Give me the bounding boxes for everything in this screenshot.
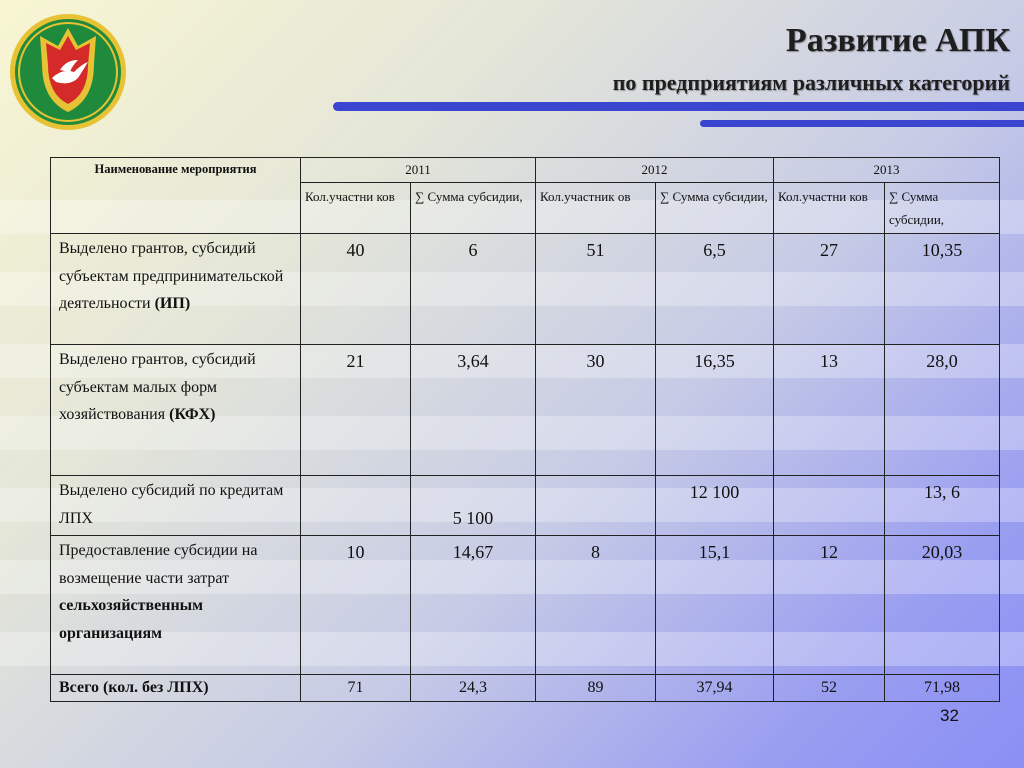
cell-count-2012: 8 [536,536,656,675]
page-subtitle: по предприятиям различных категорий [612,70,1010,95]
row-name-bold: (ИП) [154,295,191,312]
page-number: 32 [940,706,959,725]
table-row-total [51,675,1000,702]
row-name-bold: (КФХ) [169,406,216,423]
row-name-text: Выделено грантов, субсидий субъектам малых форм хозяйствования [59,351,256,423]
row-name [51,345,301,476]
cell-sum-2012: 16,35 [656,345,774,476]
row-name-text: Предоставление субсидии на возмещение части затрат [59,542,258,587]
cell-sum-2012: 6,5 [656,234,774,345]
cell-count-2013: 27 [774,234,885,345]
cell-sum-2012: 12 100 [656,476,774,536]
decor-bar-top [333,102,1024,111]
total-sum-2013: 71,98 [885,675,1000,702]
total-sum-2011: 24,3 [411,675,536,702]
total-sum-2012: 37,94 [656,675,774,702]
cell-count-2011: 21 [301,345,411,476]
row-name [51,234,301,345]
page-title: Развитие АПК [785,22,1010,59]
subheader-count-2012: Кол.участник ов [536,183,656,234]
cell-count-2013: 12 [774,536,885,675]
total-count-2013: 52 [774,675,885,702]
table-row [51,476,1000,536]
row-name [51,536,301,675]
subheader-sum-2013: ∑ Сумма субсидии, [885,183,1000,234]
cell-count-2011: 10 [301,536,411,675]
subheader-count-2013: Кол.участни ков [774,183,885,234]
cell-sum-2013: 10,35 [885,234,1000,345]
cell-count-2012: 30 [536,345,656,476]
cell-sum-2013: 20,03 [885,536,1000,675]
subheader-sum-2011: ∑ Сумма субсидии, [411,183,536,234]
column-header-name: Наименование мероприятия [51,158,301,234]
cell-sum-2011: 14,67 [411,536,536,675]
cell-count-2012: 51 [536,234,656,345]
subheader-sum-2012: ∑ Сумма субсидии, [656,183,774,234]
row-name-bold: сельхозяйственным организациям [59,597,204,642]
total-label: Всего (кол. без ЛПХ) [51,675,301,702]
cell-count-2012 [536,476,656,536]
column-header-year-2012: 2012 [536,158,774,183]
data-table [50,157,1000,702]
row-name-text: Выделено субсидий по кредитам ЛПХ [59,482,284,527]
cell-sum-2012: 15,1 [656,536,774,675]
table-row [51,345,1000,476]
total-count-2012: 89 [536,675,656,702]
cell-sum-2011: 6 [411,234,536,345]
column-header-year-2013: 2013 [774,158,1000,183]
cell-count-2013 [774,476,885,536]
cell-sum-2011: 3,64 [411,345,536,476]
cell-sum-2013: 28,0 [885,345,1000,476]
decor-bar-bottom [700,120,1024,127]
total-count-2011: 71 [301,675,411,702]
cell-count-2011: 40 [301,234,411,345]
row-name [51,476,301,536]
table-row [51,234,1000,345]
subheader-count-2011: Кол.участни ков [301,183,411,234]
column-header-year-2011: 2011 [301,158,536,183]
cell-count-2013: 13 [774,345,885,476]
cell-sum-2013: 13, 6 [885,476,1000,536]
table-row [51,536,1000,675]
cell-count-2011 [301,476,411,536]
cell-sum-2011: 5 100 [411,476,536,536]
row-name-text: Выделено грантов, субсидий субъектам предпринимательской деятельности [59,240,284,312]
emblem-logo [8,12,128,132]
